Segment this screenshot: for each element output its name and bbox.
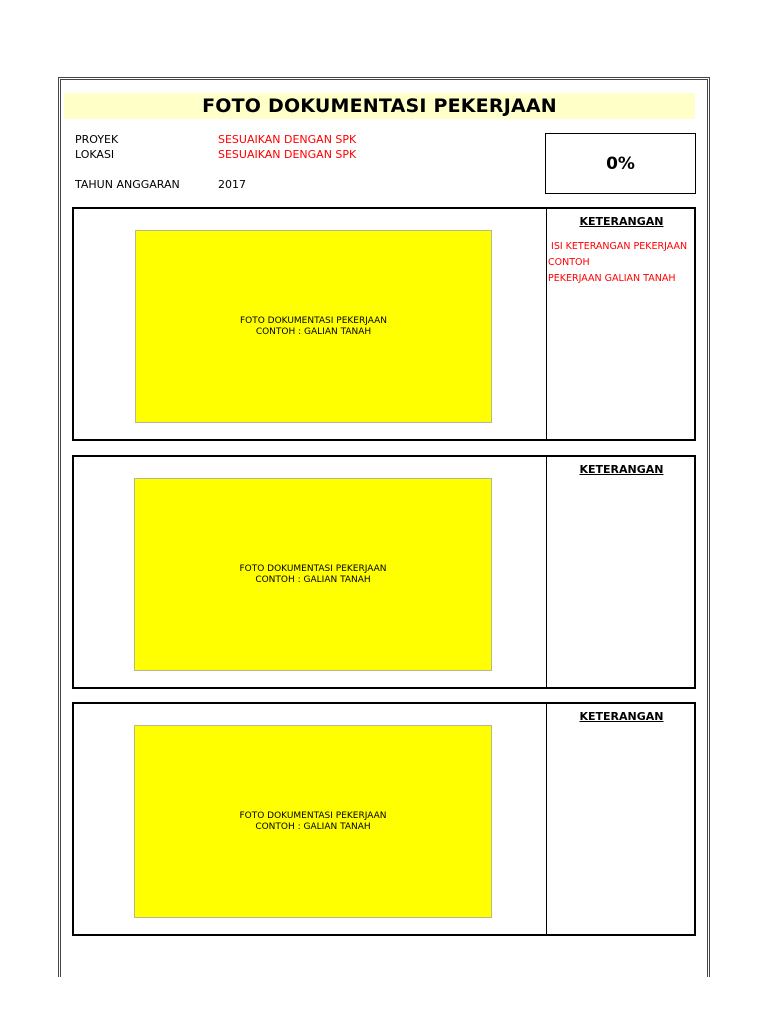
value-tahun-anggaran: 2017	[218, 178, 246, 191]
photo-caption-line1: FOTO DOKUMENTASI PEKERJAAN	[239, 315, 388, 326]
photo-caption-line2: CONTOH : GALIAN TANAH	[255, 574, 371, 585]
photo-caption-line2: CONTOH : GALIAN TANAH	[255, 821, 371, 832]
photo-panel-3	[72, 702, 696, 936]
photo-caption-line1: FOTO DOKUMENTASI PEKERJAAN	[239, 563, 387, 574]
photo-placeholder-2	[134, 478, 492, 671]
photo-caption-line2: CONTOH : GALIAN TANAH	[255, 326, 372, 337]
value-lokasi: SESUAIKAN DENGAN SPK	[218, 148, 357, 161]
page-title: FOTO DOKUMENTASI PEKERJAAN	[202, 95, 557, 117]
keterangan-title-1: KETERANGAN	[579, 215, 664, 228]
progress-percentage: 0%	[606, 153, 635, 174]
panel-divider	[546, 457, 547, 687]
keterangan-title-3: KETERANGAN	[579, 710, 664, 723]
keterangan-line: PEKERJAAN GALIAN TANAH	[548, 273, 676, 284]
panel-divider	[546, 209, 547, 439]
keterangan-line: ISI KETERANGAN PEKERJAAN	[548, 241, 688, 252]
keterangan-title-2: KETERANGAN	[579, 463, 664, 476]
value-proyek: SESUAIKAN DENGAN SPK	[218, 133, 357, 146]
photo-panel-2	[72, 455, 696, 689]
label-proyek: PROYEK	[75, 133, 119, 146]
progress-percentage-box	[545, 133, 696, 194]
photo-placeholder-3	[134, 725, 492, 918]
label-tahun-anggaran: TAHUN ANGGARAN	[75, 178, 180, 191]
label-lokasi: LOKASI	[75, 148, 115, 161]
keterangan-line: CONTOH	[548, 257, 590, 268]
photo-caption-line1: FOTO DOKUMENTASI PEKERJAAN	[239, 810, 387, 821]
photo-panel-1	[72, 207, 696, 441]
panel-divider	[546, 704, 547, 934]
photo-placeholder-1	[135, 230, 492, 423]
keterangan-text-1	[548, 239, 696, 287]
